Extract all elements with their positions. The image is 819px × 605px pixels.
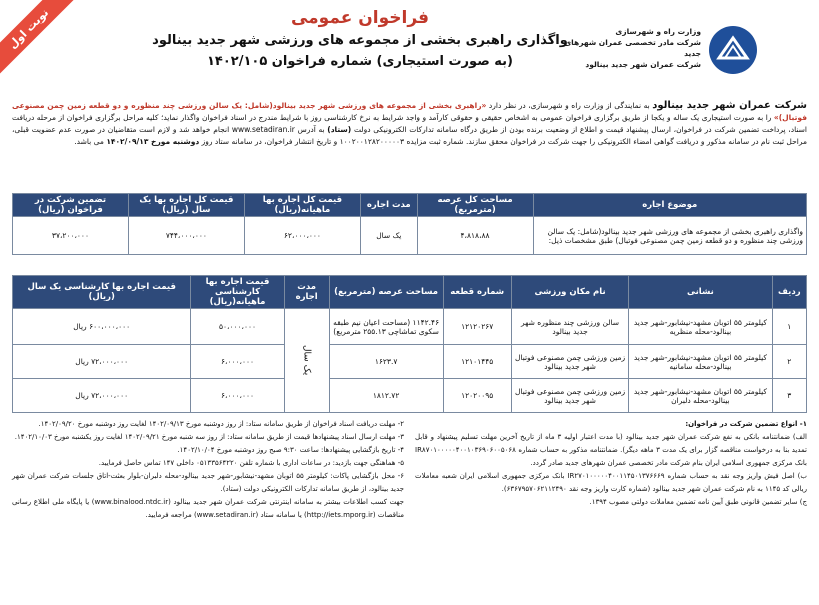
schedule-item-5: ۵- هماهنگی جهت بازدید: در ساعات اداری با شماره تلفن ۰۵۱۳۳۵۶۴۲۲۰ داخلی ۱۴۷ تماس حاصل فرمایید.	[98, 459, 404, 467]
summary-cell-yearly: ۷۴۴،۰۰۰،۰۰۰	[128, 217, 244, 255]
summary-col-area: مساحت کل عرصه (مترمربع)	[417, 194, 533, 217]
row3-venue: زمین ورزشی چمن مصنوعی فوتبال شهر جدید بینالود	[511, 379, 628, 413]
details-col-area: مساحت عرصه (مترمربع)	[329, 276, 443, 309]
row2-venue: زمین ورزشی چمن مصنوعی فوتبال شهر جدید بینالود	[511, 345, 628, 379]
row2-area: ۱۶۲۳.۷	[329, 345, 443, 379]
summary-table	[12, 193, 807, 255]
row1-area: ۱۱۴۲.۴۶ (مساحت اعیان نیم طبقه سکوی تماشاچی ۲۵۵.۱۳ مترمربع)	[329, 309, 443, 345]
intro-text-4: می باشد.	[74, 137, 107, 146]
intro-text-2: را به صورت استیجاری یک ساله و یکجا از طریق برگزاری فراخوان عمومی به اشخاص حقیقی و حقوقی کارآمد و واجد شرایط به نرخ کارشناسی روز با شرایط مندرج در اسناد فراخوان واگذار نماید؛ کلیه مراحل برگزاری فراخوان از مرحله دریافت اسناد، پرداخت تضمین شرکت در فراخوان، ارسال پیشنهاد قیمت و اطلاع از وضعیت برنده بودن از طریق درگاه سامانه تدارکات الکترونیکی دولت	[12, 113, 807, 134]
details-col-monthly: قیمت اجاره بها کارشناسی ماهیانه(ریال)	[191, 276, 284, 309]
intro-org-name: شرکت عمران شهر جدید بینالود	[652, 100, 807, 111]
row1-monthly: ۵۰،۰۰۰،۰۰۰	[191, 309, 284, 345]
summary-table-header	[13, 194, 807, 217]
table-row	[13, 217, 807, 255]
details-col-index: ردیف	[772, 276, 806, 309]
first-publication-ribbon: نوبت اول	[0, 0, 76, 76]
row2-parcel: ۱۲۱۰۱۴۴۵	[443, 345, 511, 379]
details-col-duration: مدت اجاره	[284, 276, 329, 309]
row3-yearly: ۷۲،۰۰۰،۰۰۰ ریال	[13, 379, 191, 413]
org-line-3: شرکت عمران شهر جدید بینالود	[585, 60, 701, 69]
summary-cell-guarantee: ۳۷،۲۰۰،۰۰۰	[13, 217, 129, 255]
organization-logo	[709, 26, 757, 74]
logo-icon	[709, 26, 757, 74]
row2-index: ۲	[772, 345, 806, 379]
details-col-venue: نام مکان ورزشی	[511, 276, 628, 309]
guarantee-b: ب) اصل فیش واریز وجه نقد به حساب شماره IR۲۷۰۱۰۰۰۰۰۴۰۰۱۱۴۵۰۱۳۷۶۶۶۹ بانک مرکزی جمهوری اسلامی ایران شعبه معاملات ریالی کد ۱۱۴۵ به نام شرکت عمران شهر جدید بینالود (شماره کارت واریز وجه نقد ۶۳۶۷۹۵۷۰۶۲۱۱۲۴۹۰).	[415, 472, 807, 493]
org-line-1: وزارت راه و شهرسازی	[615, 27, 701, 36]
org-line-2: شرکت مادر تخصصی عمران شهرهای جدید	[564, 38, 701, 58]
row3-monthly: ۶،۰۰۰،۰۰۰	[191, 379, 284, 413]
details-col-address: نشانی	[629, 276, 772, 309]
summary-col-duration: مدت اجاره	[361, 194, 418, 217]
title-block	[150, 6, 570, 72]
guarantee-a: الف) ضمانتنامه بانکی به نفع شرکت عمران شهر جدید بینالود (با مدت اعتبار اولیه ۳ ماه از تاریخ آخرین مهلت تسلیم پیشنهاد و قابل تمدید بنا به درخواست مناقصه گزار برای یک مدت ۳ ماهه دیگر). ضمانتنامه مذکور به حساب شماره IR۸۷۰۱۰۰۰۰۰۴۰۰۱۰۳۶۹۰۶۰۰۵۰۶۸ بانک مرکزی جمهوری اسلامی ایران بنام شرکت مادر تخصصی عمران شهرهای جدید صادر گردد.	[415, 433, 807, 467]
row2-monthly: ۶،۰۰۰،۰۰۰	[191, 345, 284, 379]
page-subtitle-1: واگذاری راهبری بخشی از مجموعه های ورزشی شهر جدید بینالود	[152, 33, 568, 48]
summary-col-guarantee: تضمین شرکت در فراخوان (ریال)	[13, 194, 129, 217]
row1-index: ۱	[772, 309, 806, 345]
details-col-parcel: شماره قطعه	[443, 276, 511, 309]
row1-parcel: ۱۲۱۲۰۲۶۷	[443, 309, 511, 345]
row2-yearly: ۷۲،۰۰۰،۰۰۰ ریال	[13, 345, 191, 379]
schedule-item-2: ۲- مهلت دریافت اسناد فراخوان از طریق سامانه ستاد: از روز دوشنبه مورخ ۱۴۰۲/۰۹/۱۳ لغایت روز دوشنبه مورخ ۱۴۰۲/۰۹/۲۰.	[38, 420, 404, 428]
summary-cell-monthly: ۶۲،۰۰۰،۰۰۰	[244, 217, 360, 255]
header	[0, 0, 819, 100]
details-col-yearly: قیمت اجاره بها کارشناسی یک سال (ریال)	[13, 276, 191, 309]
table-row	[13, 345, 807, 379]
guarantee-title: ۱- انواع تضمین شرکت در فراخوان:	[685, 420, 807, 428]
schedule-item-4: ۴- تاریخ بازگشایی پیشنهادها: ساعت ۹:۳۰ صبح روز دوشنبه مورخ ۱۴۰۲/۱۰/۰۴.	[177, 446, 404, 454]
summary-cell-area: ۴،۸۱۸،۸۸	[417, 217, 533, 255]
row3-parcel: ۱۲۰۲۰۰۹۵	[443, 379, 511, 413]
intro-highlight: «راهبری بخشی از مجموعه های ورزشی شهر جدید بینالود(شامل: یک سالن ورزشی چند منظوره و دو قطعه زمین چمن مصنوعی فوتبال)»	[12, 101, 807, 122]
details-table	[12, 275, 807, 413]
details-table-header	[13, 276, 807, 309]
page-subtitle-2: (به صورت استیجاری) شماره فراخوان ۱۴۰۲/۱۰۵	[206, 54, 513, 69]
intro-text-3: به آدرس www.setadiran.ir انجام خواهد شد و لازم است متقاضیان در صورت عدم عضویت قبلی، مراحل ثبت نام در سامانه مذکور و دریافت گواهی امضاء الکترونیکی را جهت شرکت در فراخوان محقق سازند. شماره ثبت مزایده ۱۰۰۲۰۰۱۲۸۲۰۰۰۰۰۳ و تاریخ انتشار فراخوان، در سامانه ستاد روز	[12, 125, 807, 146]
summary-col-monthly: قیمت کل اجاره بها ماهیانه(ریال)	[244, 194, 360, 217]
row3-address: کیلومتر ۵۵ اتوبان مشهد-نیشابور-شهر جدید بینالود-محله دلبران	[629, 379, 772, 413]
schedule-column	[12, 418, 404, 522]
row1-yearly: ۶۰۰،۰۰۰،۰۰۰ ریال	[13, 309, 191, 345]
summary-col-subject: موضوع اجاره	[533, 194, 806, 217]
details-duration: یک سال	[284, 309, 329, 413]
summary-cell-duration: یک سال	[361, 217, 418, 255]
intro-paragraph	[12, 100, 807, 148]
table-row	[13, 309, 807, 345]
conditions-section	[12, 418, 807, 600]
summary-cell-subject: واگذاری راهبری بخشی از مجموعه های ورزشی شهر جدید بینالود(شامل: یک سالن ورزشی چند منظوره و دو قطعه زمین چمن مصنوعی فوتبال) طبق مشخصات ذیل:	[533, 217, 806, 255]
row1-venue: سالن ورزشی چند منظوره شهر جدید بینالود	[511, 309, 628, 345]
row1-address: کیلومتر ۵۵ اتوبان مشهد-نیشابور-شهر جدید بینالود-محله منظریه	[629, 309, 772, 345]
schedule-item-6: ۶- محل بازگشایی پاکات: کیلومتر ۵۵ اتوبان مشهد-نیشابور-شهر جدید بینالود-محله دلبران-بلوار بعثت-اتاق جلسات شرکت عمران شهر جدید بینالود، از طریق سامانه تدارکات الکترونیکی دولت (ستاد).	[12, 472, 404, 493]
row2-address: کیلومتر ۵۵ اتوبان مشهد-نیشابور-شهر جدید بینالود-محله سامانیه	[629, 345, 772, 379]
intro-date: دوشنبه مورخ ۱۴۰۲/۰۹/۱۳	[106, 137, 200, 146]
guarantee-column	[415, 418, 807, 509]
schedule-item-7: جهت کسب اطلاعات بیشتر به سامانه اینترنتی شرکت عمران شهر جدید بینالود (www.binalood.ntdc.ir) یا پایگاه ملی اطلاع رسانی مناقصات (http://iets.mporg.ir) یا سامانه ستاد (www.setadiran.ir) مراجعه فرمایید.	[12, 498, 404, 519]
row3-area: ۱۸۱۲.۷۲	[329, 379, 443, 413]
intro-text-1: به نمایندگی از وزارت راه و شهرسازی، در نظر دارد	[486, 101, 653, 110]
page-title: فراخوان عمومی	[290, 8, 430, 28]
guarantee-c: ج) سایر تضمین قانونی طبق آیین نامه تضمین معاملات دولتی مصوب ۱۳۹۴.	[589, 498, 807, 506]
row3-index: ۳	[772, 379, 806, 413]
table-row	[13, 379, 807, 413]
schedule-item-3: ۳- مهلت ارسال اسناد پیشنهادها قیمت از طریق سامانه ستاد: از روز سه شنبه مورخ ۱۴۰۲/۰۹/۲۱ لغایت روز یکشنبه مورخ ۱۴۰۲/۱۰/۰۳.	[14, 433, 404, 441]
summary-col-yearly: قیمت کل اجاره بها یک سال (ریال)	[128, 194, 244, 217]
organization-name	[561, 26, 701, 70]
intro-setad: (ستاد)	[327, 125, 352, 134]
